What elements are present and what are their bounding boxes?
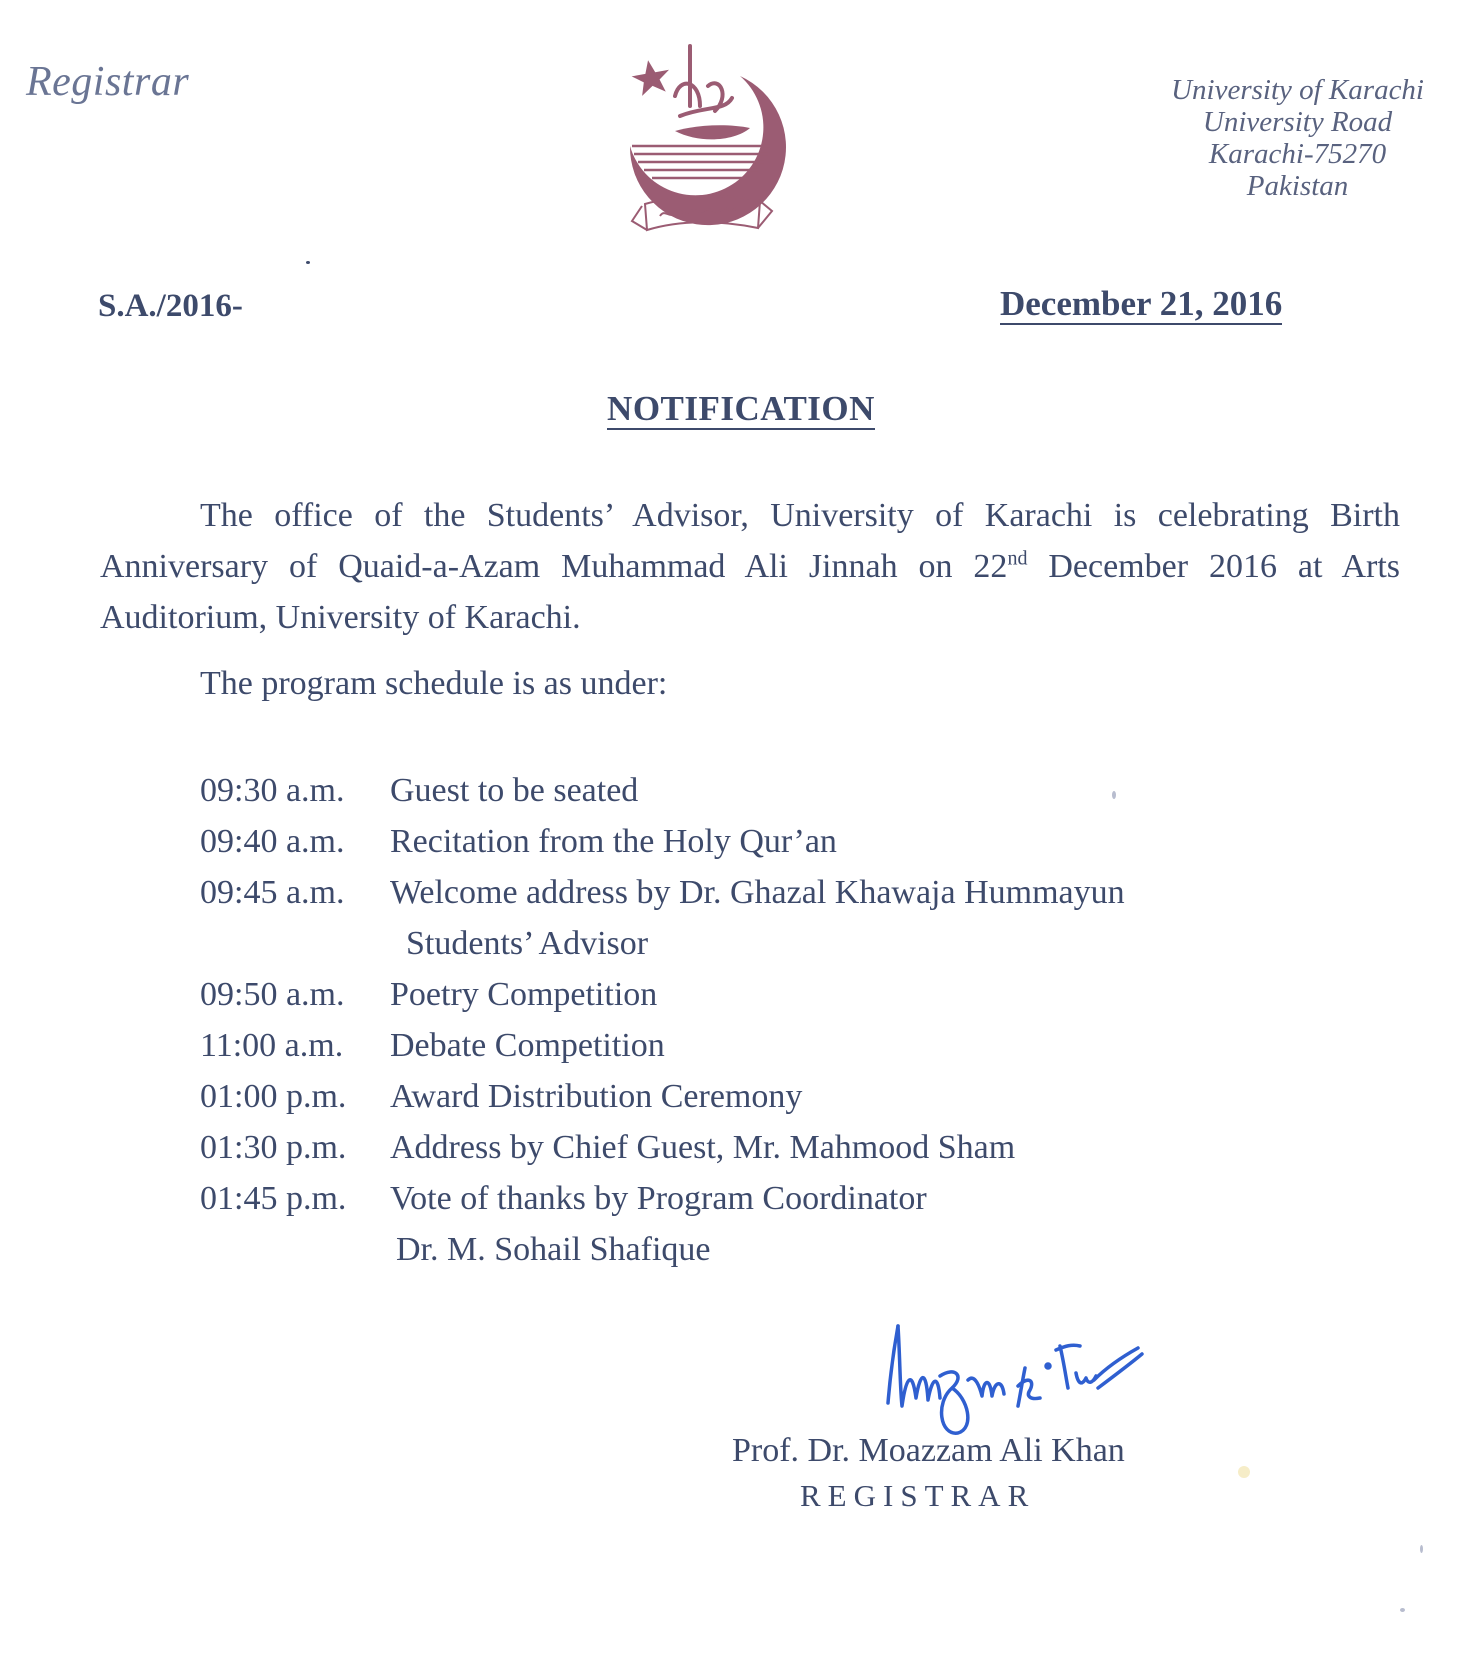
- body-text-part2: December 2016 at Arts Auditorium, University of Karachi.: [100, 548, 1400, 636]
- schedule-item: [200, 1071, 1300, 1122]
- schedule-time: 09:45 a.m.: [200, 874, 345, 911]
- signatory-name: Prof. Dr. Moazzam Ali Khan: [732, 1432, 1125, 1469]
- schedule-event: Welcome address by Dr. Ghazal Khawaja Hummayun: [390, 874, 1125, 911]
- signature-icon: [880, 1318, 1200, 1438]
- scan-speck: [306, 261, 310, 264]
- schedule-event: Debate Competition: [390, 1027, 665, 1064]
- schedule-event-continuation: Dr. M. Sohail Shafique: [396, 1231, 711, 1268]
- schedule-item-continuation: [200, 1224, 1300, 1275]
- university-address: [1171, 74, 1424, 202]
- schedule-item: [200, 1122, 1300, 1173]
- schedule-event: Recitation from the Holy Qur’an: [390, 823, 837, 860]
- schedule-time: 09:50 a.m.: [200, 976, 345, 1013]
- schedule-list: [200, 765, 1300, 1275]
- body-text-part1: The office of the Students’ Advisor, University of Karachi is celebrating Birth Anniversary of Quaid-a-Azam Muhammad Ali Jinnah on 22: [100, 497, 1400, 585]
- address-line: University Road: [1202, 106, 1393, 138]
- schedule-item: [200, 816, 1300, 867]
- schedule-intro: The program schedule is as under:: [200, 665, 668, 702]
- signatory-title: REGISTRAR: [800, 1478, 1036, 1513]
- schedule-time: 09:30 a.m.: [200, 772, 345, 809]
- notification-title-wrap: [0, 390, 1482, 428]
- schedule-event: Poetry Competition: [390, 976, 658, 1013]
- ordinal-suffix: nd: [1007, 547, 1028, 570]
- schedule-event: Vote of thanks by Program Coordinator: [390, 1180, 927, 1217]
- schedule-time: 01:00 p.m.: [200, 1078, 347, 1115]
- reference-number: S.A./2016-: [98, 288, 243, 324]
- schedule-time: 01:30 p.m.: [200, 1129, 347, 1166]
- document-date: December 21, 2016: [1000, 284, 1283, 323]
- schedule-event: Award Distribution Ceremony: [390, 1078, 803, 1115]
- university-logo-icon: [620, 36, 820, 246]
- schedule-item: [200, 969, 1300, 1020]
- address-line: University of Karachi: [1171, 74, 1424, 106]
- schedule-item: [200, 867, 1300, 918]
- star-icon: [629, 57, 672, 97]
- schedule-item: [200, 1020, 1300, 1071]
- notification-title: NOTIFICATION: [607, 389, 875, 428]
- body-paragraph: [100, 490, 1400, 643]
- scan-speck: [1238, 1466, 1250, 1478]
- schedule-event: Address by Chief Guest, Mr. Mahmood Sham: [390, 1129, 1016, 1166]
- schedule-item: [200, 1173, 1300, 1224]
- schedule-event: Guest to be seated: [390, 772, 639, 809]
- scan-speck: [1420, 1545, 1423, 1553]
- scan-speck: [1112, 791, 1116, 799]
- schedule-time: 01:45 p.m.: [200, 1180, 347, 1217]
- office-heading: Registrar: [26, 59, 190, 105]
- schedule-time: 09:40 a.m.: [200, 823, 345, 860]
- schedule-event-continuation: Students’ Advisor: [406, 925, 649, 962]
- address-line: Karachi-75270: [1208, 138, 1387, 170]
- address-line: Pakistan: [1246, 170, 1349, 202]
- schedule-time: 11:00 a.m.: [200, 1027, 344, 1064]
- schedule-item: [200, 765, 1300, 816]
- schedule-item-continuation: [200, 918, 1300, 969]
- scan-speck: [1400, 1608, 1405, 1612]
